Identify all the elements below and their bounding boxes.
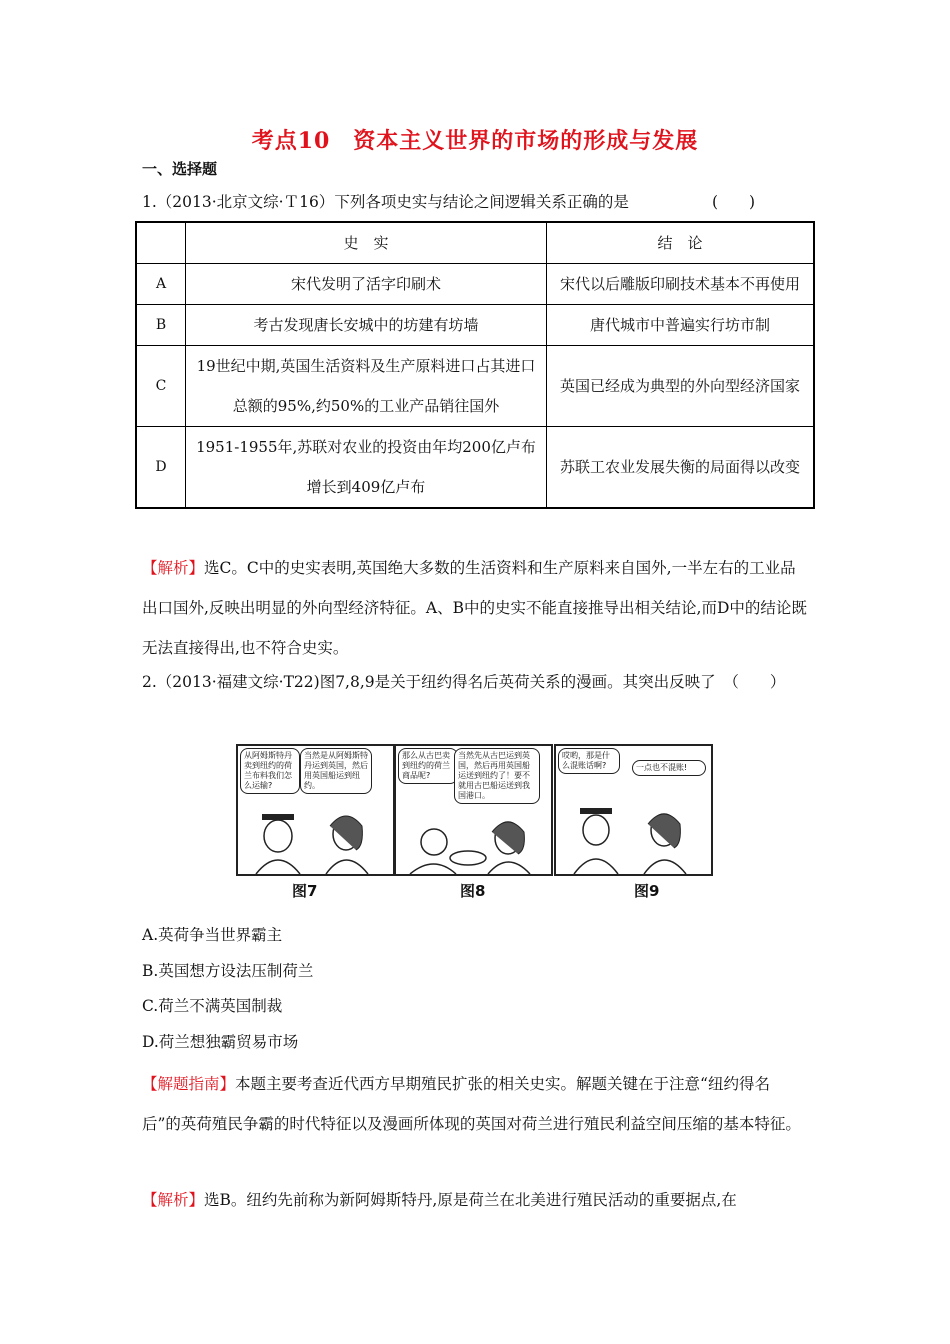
speech-bubble: 一点也不混账! bbox=[632, 760, 706, 776]
figure-caption: 图7 bbox=[292, 882, 318, 900]
analysis-text: 选C。C中的史实表明,英国绝大多数的生活资料和生产原料来自国外,一半左右的工业品出口国外,反映出明显的外向型经济特征。A、B中的史实不能直接推导出相关结论,而D中的结论既无法直接得出,也不符合史实。 bbox=[142, 559, 807, 657]
option-letter: D bbox=[136, 427, 186, 509]
question-1-stem bbox=[142, 190, 756, 212]
speech-bubble: 从阿姆斯特丹卖到纽约的荷兰布料我们怎么运输? bbox=[240, 748, 300, 794]
speech-bubble: 当然先从古巴运到英国，然后再用英国船运送到纽约了！要不就用古巴船运送到我国港口。 bbox=[454, 748, 540, 804]
table-row bbox=[136, 305, 814, 346]
comic-panel bbox=[236, 744, 395, 876]
comic-panel bbox=[554, 744, 713, 876]
fact-cell: 19世纪中期,英国生活资料及生产原料进口占其进口总额的95%,约50%的工业产品销往国外 bbox=[186, 346, 547, 427]
comic-illustration bbox=[556, 746, 711, 874]
speech-bubble: 哎哟，那是什么混账话啊? bbox=[558, 748, 620, 774]
conclusion-cell: 宋代以后雕版印刷技术基本不再使用 bbox=[547, 264, 815, 305]
table-row bbox=[136, 346, 814, 427]
fact-cell: 1951-1955年,苏联对农业的投资由年均200亿卢布增长到409亿卢布 bbox=[186, 427, 547, 509]
conclusion-cell: 英国已经成为典型的外向型经济国家 bbox=[547, 346, 815, 427]
question-2-stem: 2.（2013·福建文综·T22)图7,8,9是关于纽约得名后英荷关系的漫画。其突出反映了 （ ） bbox=[142, 673, 786, 691]
option-b: B.英国想方设法压制荷兰 bbox=[142, 961, 314, 980]
guide-text: 本题主要考查近代西方早期殖民扩张的相关史实。解题关键在于注意“纽约得名后”的英荷殖民争霸的时代特征以及漫画所体现的英国对荷兰进行殖民利益空间压缩的基本特征。 bbox=[142, 1075, 801, 1133]
conclusion-cell: 苏联工农业发展失衡的局面得以改变 bbox=[547, 427, 815, 509]
option-c: C.荷兰不满英国制裁 bbox=[142, 997, 283, 1016]
comic-illustration bbox=[396, 746, 551, 874]
answer-options bbox=[142, 918, 313, 1060]
table-header-row bbox=[136, 222, 814, 264]
option-letter: A bbox=[136, 264, 186, 305]
fact-cell: 宋代发明了活字印刷术 bbox=[186, 264, 547, 305]
table-header-cell: 史 实 bbox=[186, 222, 547, 264]
facts-table bbox=[135, 221, 815, 509]
option-d: D.荷兰想独霸贸易市场 bbox=[142, 1032, 299, 1051]
analysis-tag: 【解析】 bbox=[142, 559, 205, 577]
question-2-analysis bbox=[142, 1180, 808, 1220]
table-header-cell: 结 论 bbox=[547, 222, 815, 264]
comic-panel bbox=[394, 744, 553, 876]
speech-bubble: 那么从古巴卖到纽约的荷兰商品呢? bbox=[398, 748, 458, 784]
option-letter: B bbox=[136, 305, 186, 346]
speech-bubble: 当然是从阿姆斯特丹运到英国，然后用英国船运到纽约。 bbox=[300, 748, 372, 794]
section-heading: 一、选择题 bbox=[142, 160, 218, 178]
analysis-tag: 【解析】 bbox=[142, 1191, 205, 1209]
option-a: A.英荷争当世界霸主 bbox=[142, 926, 283, 944]
figure-caption: 图9 bbox=[634, 882, 660, 900]
fact-cell: 考古发现唐长安城中的坊建有坊墙 bbox=[186, 305, 547, 346]
table-row bbox=[136, 427, 814, 509]
answer-blank: ( ) bbox=[712, 193, 756, 211]
table-row bbox=[136, 264, 814, 305]
page-title: 考点10 资本主义世界的市场的形成与发展 bbox=[251, 128, 699, 154]
question-1-analysis bbox=[142, 548, 808, 668]
question-2-guide bbox=[142, 1064, 808, 1144]
conclusion-cell: 唐代城市中普遍实行坊市制 bbox=[547, 305, 815, 346]
guide-tag: 【解题指南】 bbox=[142, 1075, 236, 1093]
figure-caption: 图8 bbox=[460, 882, 486, 900]
table-header-cell bbox=[136, 222, 186, 264]
question-1-text: 1.（2013·北京文综·Ｔ16）下列各项史实与结论之间逻辑关系正确的是 bbox=[142, 193, 629, 211]
option-letter: C bbox=[136, 346, 186, 427]
comic-strip bbox=[236, 744, 716, 904]
analysis-text: 选B。纽约先前称为新阿姆斯特丹,原是荷兰在北美进行殖民活动的重要据点,在 bbox=[204, 1191, 737, 1209]
comic-illustration bbox=[238, 746, 393, 874]
